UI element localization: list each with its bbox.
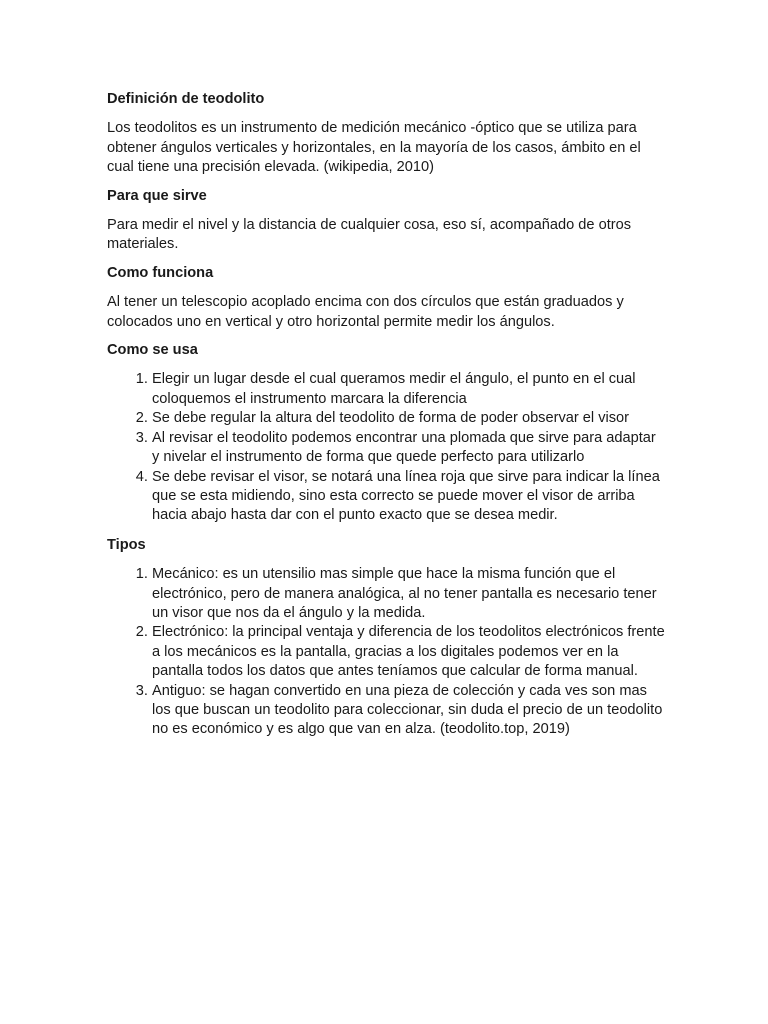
heading-como-se-usa: Como se usa: [107, 342, 198, 359]
list-item: 3. Al revisar el teodolito podemos encontrar una plomada que sirve para adaptar y nivelar el instrumento de forma que quede perfecto para utilizarlo: [152, 429, 667, 468]
list-item: 4. Se debe revisar el visor, se notará una línea roja que sirve para indicar la línea que se esta midiendo, sino esta correcto se puede mover el visor de arriba hacia abajo hasta dar con el punto exacto que se desea medir.: [152, 468, 667, 526]
paragraph-como-funciona: Al tener un telescopio acoplado encima con dos círculos que están graduados y colocados uno en vertical y otro horizontal permite medir los ángulos.: [107, 294, 624, 330]
heading-tipos: Tipos: [107, 536, 146, 553]
heading-definicion: Definición de teodolito: [107, 91, 265, 107]
list-item: 2. Electrónico: la principal ventaja y diferencia de los teodolitos electrónicos frente a los mecánicos es la pantalla, gracias a los digitales podemos ver en la pantalla todos los datos que antes teníamos que calcular de forma manual.: [152, 623, 667, 681]
heading-para-que-sirve: Para que sirve: [107, 187, 207, 204]
list-como-se-usa: [107, 370, 667, 525]
document-page: [107, 90, 667, 750]
list-item: 1. Mecánico: es un utensilio mas simple que hace la misma función que el electrónico, pero de manera analógica, al no tener pantalla es necesario tener un visor que nos da el ángulo y la medida.: [152, 565, 667, 623]
list-tipos: [107, 565, 667, 740]
paragraph-definicion: Los teodolitos es un instrumento de medición mecánico -óptico que se utiliza para obtener ángulos verticales y horizontales, en la mayoría de los casos, ámbito en el cual tiene una precisión elevada. (wikipedia, 2010): [107, 120, 641, 176]
list-item: 1. Elegir un lugar desde el cual queramos medir el ángulo, el punto en el cual coloquemos el instrumento marcara la diferencia: [152, 370, 667, 409]
heading-como-funciona: Como funciona: [107, 264, 214, 281]
paragraph-para-que-sirve: Para medir el nivel y la distancia de cualquier cosa, eso sí, acompañado de otros materiales.: [107, 217, 632, 253]
list-item: 3. Antiguo: se hagan convertido en una pieza de colección y cada ves son mas los que buscan un teodolito para coleccionar, sin duda el precio de un teodolito no es económico y es algo que van en alza. (teodolito.top, 2019): [152, 682, 667, 740]
list-item: 2. Se debe regular la altura del teodolito de forma de poder observar el visor: [152, 409, 667, 428]
